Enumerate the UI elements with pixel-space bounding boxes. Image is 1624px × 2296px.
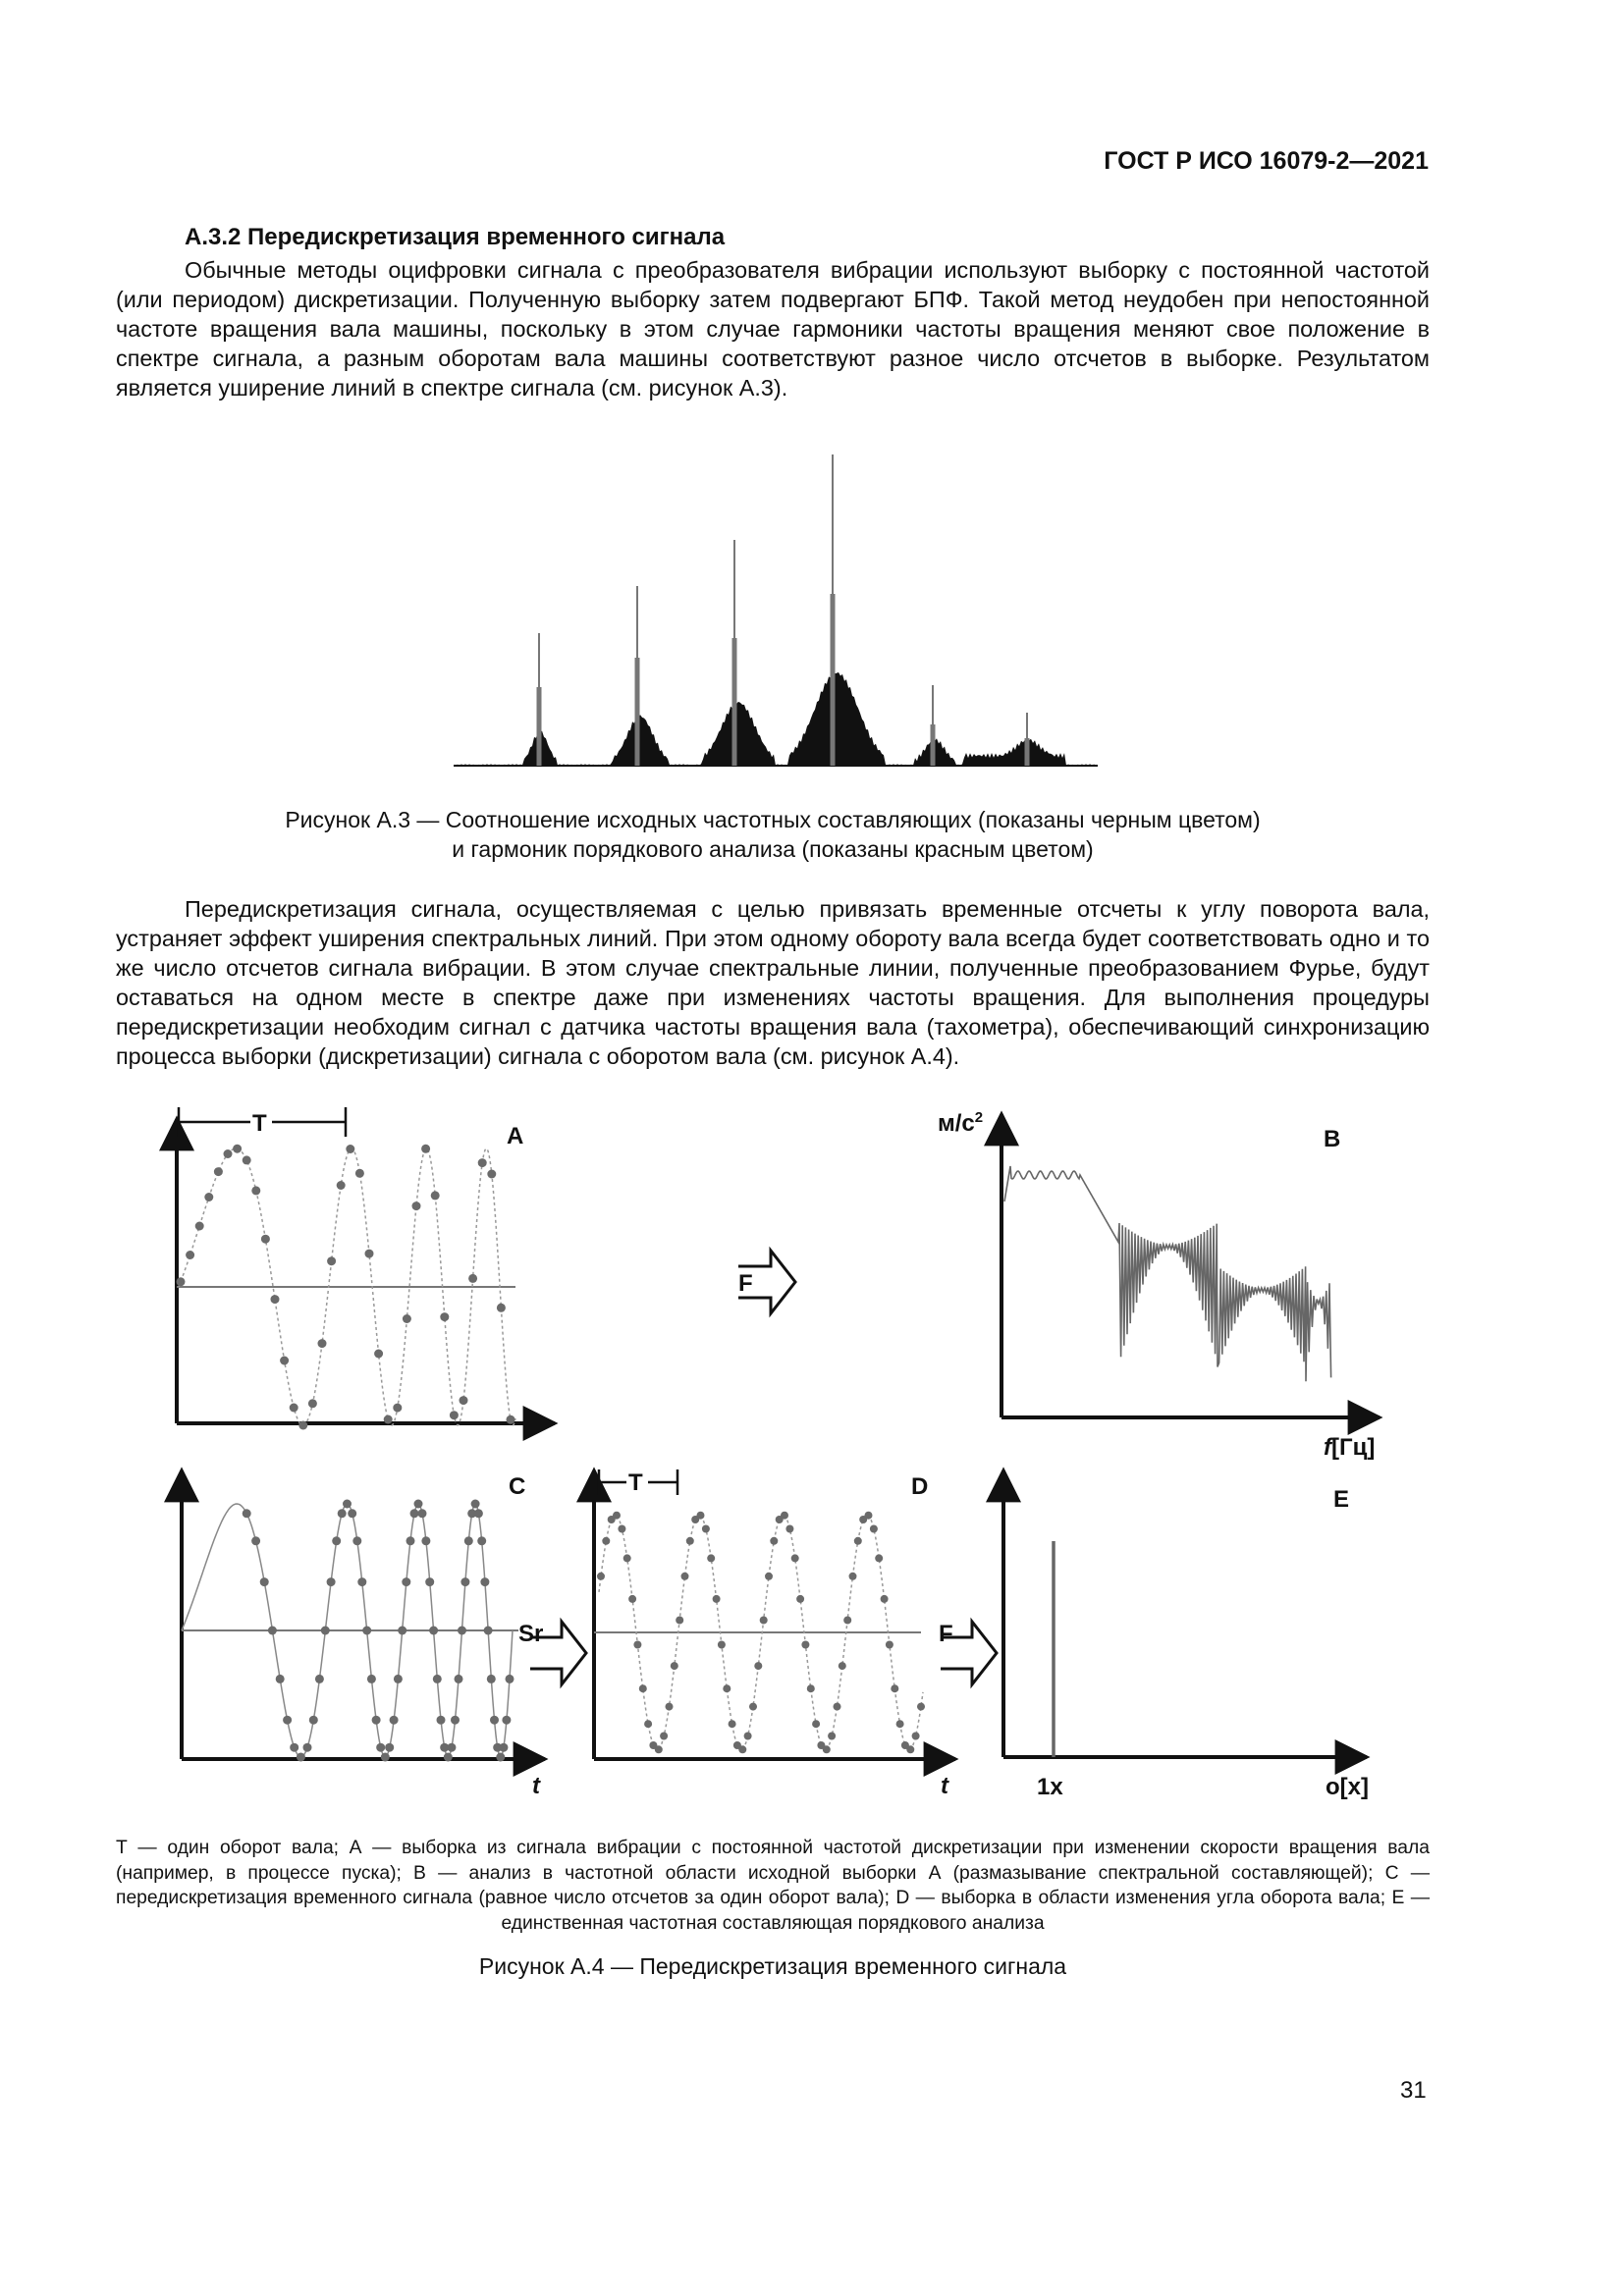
sample-dot	[597, 1573, 605, 1580]
sample-dot	[801, 1641, 809, 1649]
sample-dot	[365, 1250, 374, 1258]
sample-dot	[355, 1169, 364, 1178]
sample-dot	[260, 1577, 269, 1586]
sample-dot	[224, 1149, 233, 1158]
panel-d-label: D	[911, 1473, 929, 1500]
sample-dot	[276, 1675, 285, 1683]
sample-dot	[870, 1525, 878, 1533]
sample-dot	[431, 1191, 440, 1200]
panel-d	[594, 1469, 955, 1799]
sample-dot	[425, 1577, 434, 1586]
sample-dot	[177, 1277, 186, 1286]
fourier-arrow-2	[939, 1621, 997, 1684]
sample-dot	[343, 1500, 352, 1509]
fourier-arrow-2-label: F	[939, 1621, 953, 1647]
panel-b-y-unit: $м/с^2$	[938, 1109, 984, 1137]
figure-a3-caption-line2: и гармоник порядкового анализа (показаны красным цветом)	[452, 836, 1094, 862]
sample-dot	[458, 1627, 466, 1635]
sample-dot	[460, 1577, 469, 1586]
sample-dot	[723, 1684, 731, 1692]
figure-a4-legend: Т — один оборот вала; А — выборка из сигнала вибрации с постоянной частотой дискретизации при изменении скорости вращения вала (например, в процессе пуска); В — анализ в частотной области исходной выборки А (размазывание спектральной составляющей); С — передискретизация временного сигнала (равное число отсчетов за один оборот вала); D — выборка в области изменения угла оборота вала; E — единственная частотная составляющая порядкового анализа	[116, 1838, 1430, 1934]
sample-dot	[823, 1745, 831, 1753]
sample-dot	[707, 1554, 715, 1562]
sample-dot	[421, 1536, 430, 1545]
sample-dot	[308, 1399, 317, 1408]
panel-c-x-axis-label: t	[532, 1773, 540, 1799]
sample-dot	[644, 1720, 652, 1728]
sample-dot	[318, 1339, 327, 1348]
sample-dot	[385, 1743, 394, 1752]
sample-dot	[321, 1627, 330, 1635]
sample-dot	[271, 1295, 280, 1304]
sample-dot	[865, 1512, 873, 1520]
sample-dot	[243, 1155, 251, 1164]
panel-b-x-unit: f[Гц]	[1324, 1434, 1376, 1461]
sample-dot	[765, 1573, 773, 1580]
sample-dot	[854, 1537, 862, 1545]
sample-dot	[702, 1525, 710, 1533]
panel-d-x-axis-label: t	[941, 1773, 948, 1799]
sample-dot	[283, 1716, 292, 1725]
sample-dot	[421, 1145, 430, 1153]
figure-a3-caption-line1: Рисунок А.3 — Соотношение исходных частотных составляющих (показаны черным цветом)	[285, 807, 1261, 832]
sample-dot	[410, 1509, 419, 1518]
sample-dot	[451, 1716, 460, 1725]
sample-dot	[444, 1753, 453, 1762]
sample-dot	[480, 1577, 489, 1586]
sample-dot	[791, 1554, 799, 1562]
sample-dot	[384, 1415, 393, 1424]
sample-dot	[402, 1577, 410, 1586]
sample-dot	[496, 1753, 505, 1762]
sample-dot	[433, 1675, 442, 1683]
sample-dot	[327, 1256, 336, 1265]
sample-dot	[912, 1733, 920, 1740]
sample-dot	[390, 1716, 399, 1725]
sample-dot	[812, 1720, 820, 1728]
resampling-arrow	[518, 1621, 586, 1684]
sample-dot	[468, 1274, 477, 1283]
sample-dot	[881, 1595, 889, 1603]
sample-dot	[834, 1703, 841, 1711]
sample-dot	[460, 1396, 468, 1405]
sample-dot	[666, 1703, 674, 1711]
panel-e	[1003, 1470, 1369, 1800]
sample-dot	[372, 1716, 381, 1725]
sample-dot	[298, 1421, 307, 1430]
sample-dot	[233, 1145, 242, 1153]
sample-dot	[849, 1573, 857, 1580]
sample-dot	[455, 1675, 463, 1683]
page-number: 31	[1400, 2077, 1427, 2104]
sample-dot	[337, 1181, 346, 1190]
sample-dot	[357, 1577, 366, 1586]
panel-e-label: E	[1333, 1486, 1350, 1513]
sample-dot	[398, 1627, 406, 1635]
sample-dot	[886, 1641, 893, 1649]
sample-dot	[633, 1641, 641, 1649]
sample-dot	[502, 1716, 511, 1725]
sample-dot	[376, 1743, 385, 1752]
sample-dot	[437, 1716, 446, 1725]
sample-dot	[394, 1675, 403, 1683]
sample-dot	[618, 1525, 625, 1533]
sample-dot	[243, 1509, 251, 1518]
sample-dot	[487, 1170, 496, 1179]
sample-dot	[770, 1537, 778, 1545]
panel-e-tick-label: 1x	[1037, 1774, 1063, 1800]
sample-dot	[671, 1662, 678, 1670]
sample-dot	[828, 1733, 836, 1740]
fourier-arrow-1	[738, 1251, 795, 1313]
panel-d-period-label: T	[628, 1469, 643, 1496]
sample-dot	[807, 1684, 815, 1692]
sample-dot	[744, 1733, 752, 1740]
sample-dot	[346, 1145, 354, 1153]
sample-dot	[749, 1703, 757, 1711]
sample-dot	[875, 1554, 883, 1562]
sample-dot	[754, 1662, 762, 1670]
sample-dot	[785, 1525, 793, 1533]
sample-dot	[327, 1577, 336, 1586]
sample-dot	[332, 1536, 341, 1545]
paragraph-resampling-intro: Обычные методы оцифровки сигнала с преобразователя вибрации используют выборку с постоянной частотой (или периодом) дискретизации. Полученную выборку затем подвергают БПФ. Такой метод неудобен при непостоянной частоте вращения вала машины, поскольку в этом случае гармоники частоты вращения меняют свое положение в спектре сигнала, а разным оборотам вала машины соответствуют разное число отсчетов в выборке. Результатом является уширение линий в спектре сигнала (см. рисунок А.3).	[116, 257, 1430, 400]
sample-dot	[352, 1536, 361, 1545]
sample-dot	[639, 1684, 647, 1692]
fourier-arrow-1-label: F	[738, 1270, 753, 1297]
panel-e-x-unit: o[x]	[1326, 1774, 1369, 1800]
sample-dot	[303, 1743, 312, 1752]
sample-dot	[403, 1314, 411, 1323]
sample-dot	[471, 1500, 480, 1509]
sample-dot	[309, 1716, 318, 1725]
section-title: А.3.2 Передискретизация временного сигнала	[185, 224, 726, 250]
sample-dot	[623, 1554, 631, 1562]
sample-dot	[713, 1595, 721, 1603]
sample-dot	[251, 1536, 260, 1545]
sample-dot	[406, 1536, 415, 1545]
sample-dot	[484, 1627, 493, 1635]
sample-dot	[348, 1509, 356, 1518]
sample-dot	[464, 1536, 473, 1545]
panel-a-label: А	[507, 1123, 524, 1149]
document-header: ГОСТ Р ИСО 16079-2—2021	[1104, 147, 1429, 175]
sample-dot	[917, 1703, 925, 1711]
sample-dot	[499, 1743, 508, 1752]
sample-dot	[290, 1404, 298, 1413]
sample-dot	[297, 1753, 305, 1762]
sample-dot	[628, 1595, 636, 1603]
panel-b-smeared-spectrum	[1004, 1166, 1331, 1381]
sample-dot	[429, 1627, 438, 1635]
panel-b-label: B	[1324, 1126, 1341, 1152]
sample-dot	[729, 1720, 736, 1728]
sample-dot	[839, 1662, 846, 1670]
sample-dot	[440, 1312, 449, 1321]
sample-dot	[414, 1500, 423, 1509]
panel-c-label: C	[509, 1473, 526, 1500]
sample-dot	[796, 1595, 804, 1603]
sample-dot	[251, 1186, 260, 1195]
sample-dot	[374, 1350, 383, 1359]
panel-a	[177, 1107, 556, 1430]
sample-dot	[843, 1617, 851, 1625]
sample-dot	[393, 1404, 402, 1413]
sample-dot	[681, 1573, 689, 1580]
sample-dot	[362, 1627, 371, 1635]
panel-a-period-label: T	[252, 1110, 267, 1137]
sample-dot	[507, 1415, 515, 1424]
sample-dot	[478, 1158, 487, 1167]
sample-dot	[697, 1512, 705, 1520]
sample-dot	[204, 1193, 213, 1201]
sample-dot	[906, 1745, 914, 1753]
sample-dot	[477, 1536, 486, 1545]
sample-dot	[891, 1684, 898, 1692]
sample-dot	[280, 1357, 289, 1365]
sample-dot	[381, 1753, 390, 1762]
sample-dot	[450, 1411, 459, 1419]
sample-dot	[497, 1304, 506, 1312]
sample-dot	[195, 1222, 204, 1231]
sample-dot	[602, 1537, 610, 1545]
sample-dot	[418, 1509, 427, 1518]
sample-dot	[781, 1512, 788, 1520]
panel-b	[938, 1109, 1380, 1461]
sample-dot	[290, 1743, 298, 1752]
sample-dot	[214, 1167, 223, 1176]
sample-dot	[315, 1675, 324, 1683]
sample-dot	[506, 1675, 514, 1683]
paragraph-resampling-details: Передискретизация сигнала, осуществляемая с целью привязать временные отсчеты к углу поворота вала, устраняет эффект уширения спектральных линий. При этом одному обороту вала всегда будет соответствовать одно и то же число отсчетов сигнала вибрации. В этом случае спектральные линии, полученные преобразованием Фурье, будут оставаться на одном месте в спектре даже при изменениях частоты вращения. Для выполнения процедуры передискретизации необходим сигнал с датчика частоты вращения вала (тахометра), обеспечивающий синхронизацию процесса выборки (дискретизации) сигнала с оборотом вала (см. рисунок А.4).	[116, 896, 1430, 1069]
sample-dot	[186, 1251, 194, 1259]
sample-dot	[613, 1512, 621, 1520]
panel-c	[182, 1470, 545, 1799]
figure-a4-caption: Рисунок А.4 — Передискретизация временного сигнала	[478, 1953, 1067, 1979]
sample-dot	[660, 1733, 668, 1740]
sample-dot	[338, 1509, 347, 1518]
sample-dot	[367, 1675, 376, 1683]
sample-dot	[487, 1675, 496, 1683]
sample-dot	[412, 1201, 421, 1210]
sample-dot	[718, 1641, 726, 1649]
sample-dot	[686, 1537, 694, 1545]
sample-dot	[760, 1617, 768, 1625]
sample-dot	[738, 1745, 746, 1753]
sample-dot	[490, 1716, 499, 1725]
sample-dot	[655, 1745, 663, 1753]
resampling-arrow-label: Sr	[518, 1621, 544, 1647]
sample-dot	[676, 1617, 683, 1625]
sample-dot	[268, 1627, 277, 1635]
sample-dot	[896, 1720, 904, 1728]
sample-dot	[447, 1743, 456, 1752]
sample-dot	[474, 1509, 483, 1518]
sample-dot	[261, 1235, 270, 1244]
